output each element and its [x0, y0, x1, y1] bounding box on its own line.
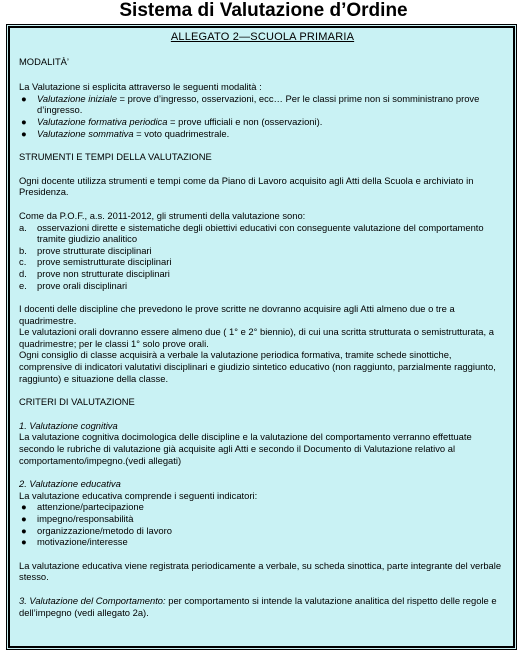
bullet-icon: ●: [21, 92, 27, 104]
bullet-icon: ●: [21, 513, 27, 524]
list-item: c. prove semistrutturate disciplinari: [19, 256, 172, 268]
educativa-heading: 2. Valutazione educativa: [19, 478, 121, 490]
comportamento-heading: 3. Valutazione del Comportamento:: [19, 594, 166, 606]
strumenti-heading: STRUMENTI E TEMPI DELLA VALUTAZIONE: [19, 151, 212, 163]
bullet-icon: ●: [21, 115, 27, 127]
comportamento-para: [19, 595, 506, 618]
bullet-icon: ●: [21, 536, 27, 548]
educativa-text: La valutazione educativa viene registrata periodicamente a verbale, su scheda sinottica, parte integrante del verbale stesso.: [19, 559, 502, 583]
list-item: ● organizzazione/metodo di lavoro: [21, 524, 172, 536]
strumenti-para: Ogni consiglio di classe acquisirà a verbale la valutazione periodica formativa, tramite schede sinottiche, comprensive di indicatori valutativi disciplinari e giudizio sintetico educativo (non raggiunto, parzialmente raggiunto, raggiunto) e situazione della classe.: [19, 349, 496, 384]
bullet-icon: ●: [21, 501, 27, 513]
page-title: Sistema di Valutazione d’Ordine: [119, 0, 408, 21]
educativa-intro: La valutazione educativa comprende i seguenti indicatori:: [19, 489, 258, 501]
list-item: ● impegno/responsabilità: [21, 513, 134, 524]
list-item: ● motivazione/interesse: [21, 536, 128, 548]
strumenti-list: [19, 222, 506, 292]
list-item: b. prove strutturate disciplinari: [19, 244, 152, 256]
document-panel: [6, 24, 517, 650]
list-item: ● Valutazione iniziale = prove d’ingresso, osservazioni, ecc… Per le classi prime non si somministrano prove d’ingresso.: [21, 92, 480, 116]
indicatori-list: [19, 501, 506, 547]
list-item: e. prove orali disciplinari: [19, 279, 128, 291]
strumenti-para: Ogni docente utilizza strumenti e tempi come da Piano di Lavoro acquisito agli Atti della Scuola e archiviato in Presidenza.: [19, 174, 474, 198]
strumenti-para: Le valutazioni orali dovranno essere almeno due ( 1° e 2° biennio), di cui una scritta strutturata o semistrutturata, a quadrimestre; per le classi 1° solo prove orali.: [19, 326, 494, 349]
list-item: ● Valutazione formativa periodica = prove ufficiali e non (osservazioni).: [21, 115, 323, 127]
modalita-heading: MODALITÀ’: [19, 55, 70, 67]
modalita-intro: La Valutazione si esplicita attraverso le seguenti modalità :: [19, 81, 262, 93]
criteri-heading: CRITERI DI VALUTAZIONE: [19, 396, 135, 408]
comportamento-text: per comportamento si intende la valutazione analitica del rispetto delle regole e dell’impegno (vedi allegato 2a).: [19, 594, 497, 618]
bullet-icon: ●: [21, 524, 27, 536]
strumenti-para: Come da P.O.F., a.s. 2011-2012, gli strumenti della valutazione sono:: [19, 209, 306, 221]
list-item: ● Valutazione sommativa = voto quadrimestrale.: [21, 127, 230, 139]
cognitiva-heading: 1. Valutazione cognitiva: [19, 419, 118, 431]
list-item: ● attenzione/partecipazione: [21, 501, 144, 513]
modalita-list: [19, 93, 506, 139]
list-item: a. osservazioni dirette e sistematiche degli obiettivi educativi con conseguente valutazione del comportamento tramite giudizio analitico: [19, 221, 484, 245]
list-item: d. prove non strutturate disciplinari: [19, 267, 170, 279]
cognitiva-text: La valutazione cognitiva docimologica delle discipline e la valutazione del comportamento verranno effettuate secondo le rubriche di valutazione già acquisite agli Atti e secondo il Documento di Valutazione relativo al comportamento/impegno.(vedi allegati): [19, 431, 472, 466]
bullet-icon: ●: [21, 127, 27, 139]
strumenti-para: I docenti delle discipline che prevedono le prove scritte ne dovranno acquisire agli Atti almeno due o tre a quadrimestre.: [19, 303, 455, 326]
allegato-heading: ALLEGATO 2—SCUOLA PRIMARIA: [170, 31, 355, 43]
